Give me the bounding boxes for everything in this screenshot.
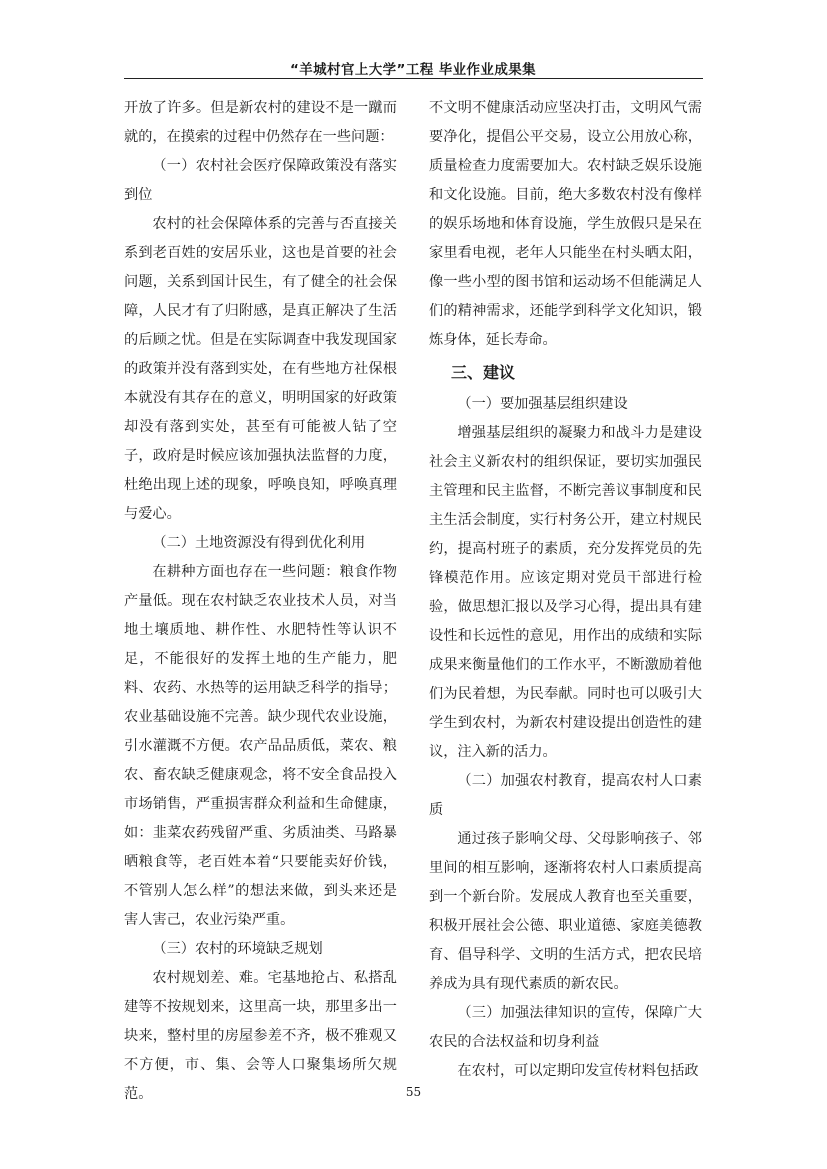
subsection-heading: （二）土地资源没有得到优化利用 — [152, 535, 366, 551]
paragraph: 通过孩子影响父母、父母影响孩子、邻里间的相互影响，逐渐将农村人口素质提高到一个新台阶。发展成人教育也至关重要，积极开展社会公德、职业道德、家庭美德教育、倡导科学、文明的生活方式，把农民培养成为具有现代素质的新农民。 — [429, 831, 702, 992]
paragraph: 在耕种方面也存在一些问题：粮食作物产量低。现在农村缺乏农业技术人员，对当地土壤质地、耕作性、水肥特性等认识不足，不能很好的发挥土地的生产能力，肥料、农药、水热等的运用缺乏科学的指导；农业基础设施不完善。缺少现代农业设施，引水灌溉不方便。农产品品质低，菜农、粮农、畜农缺乏健康观念，将不安全食品投入市场销售，严重损害群众利益和生命健康，如：韭菜农药残留严重、劣质油类、马路暴晒粮食等，老百姓本着“只要能卖好价钱，不管别人怎么样”的想法来做，到头来还是害人害己，农业污染严重。 — [124, 564, 397, 928]
header-rule — [124, 78, 703, 79]
left-text-column — [124, 94, 397, 1109]
paragraph: 在农村，可以定期印发宣传材料包括政 — [457, 1063, 699, 1079]
right-text-column — [429, 94, 702, 1086]
paragraph: 开放了许多。但是新农村的建设不是一蹴而就的，在摸索的过程中仍然存在一些问题： — [124, 100, 397, 145]
section-heading: 三、建议 — [451, 363, 516, 382]
subsection-heading: （三）加强法律知识的宣传，保障广大农民的合法权益和切身利益 — [429, 1005, 702, 1050]
paragraph: 农村规划差、难。宅基地抢占、私搭乱建等不按规划来，这里高一块，那里多出一块来，整村里的房屋参差不齐，极不雅观又不方便，市、集、会等人口聚集场所欠规范。 — [124, 970, 397, 1102]
subsection-heading: （一）农村社会医疗保障政策没有落实到位 — [124, 158, 397, 203]
paragraph: 农村的社会保障体系的完善与否直接关系到老百姓的安居乐业，这也是首要的社会问题，关系到国计民生，有了健全的社会保障，人民才有了归附感，是真正解决了生活的后顾之忧。但是在实际调查中我发现国家的政策并没有落到实处，在有些地方社保根本就没有其存在的意义，明明国家的好政策却没有落到实处，甚至有可能被人钻了空子，政府是时候应该加强执法监督的力度，杜绝出现上述的现象，呼唤良知，呼唤真理与爱心。 — [124, 216, 397, 522]
subsection-heading: （三）农村的环境缺乏规划 — [152, 941, 323, 957]
running-header-title: “羊城村官上大学”工程 毕业作业成果集 — [289, 62, 537, 78]
page-number: 55 — [405, 1085, 422, 1099]
paragraph: 增强基层组织的凝聚力和战斗力是建设社会主义新农村的组织保证，要切实加强民主管理和民主监督，不断完善议事制度和民主生活会制度，实行村务公开，建立村规民约，提高村班子的素质，充分发挥党员的先锋模范作用。应该定期对党员干部进行检验，做思想汇报以及学习心得，提出具有建设性和长远性的意见，用作出的成绩和实际成果来衡量他们的工作水平，不断激励着他们为民着想，为民奉献。同时也可以吸引大学生到农村，为新农村建设提出创造性的建议，注入新的活力。 — [429, 425, 702, 760]
subsection-heading: （一）要加强基层组织建设 — [457, 396, 628, 412]
subsection-heading: （二）加强农村教育，提高农村人口素质 — [429, 773, 702, 818]
paragraph: 不文明不健康活动应坚决打击，文明风气需要净化，提倡公平交易，设立公用放心称，质量检查力度需要加大。农村缺乏娱乐设施和文化设施。目前，绝大多数农村没有像样的娱乐场地和体育设施，学生放假只是呆在家里看电视，老年人只能坐在村头晒太阳，像一些小型的图书馆和运动场不但能满足人们的精神需求，还能学到科学文化知识，锻炼身体，延长寿命。 — [429, 100, 702, 348]
